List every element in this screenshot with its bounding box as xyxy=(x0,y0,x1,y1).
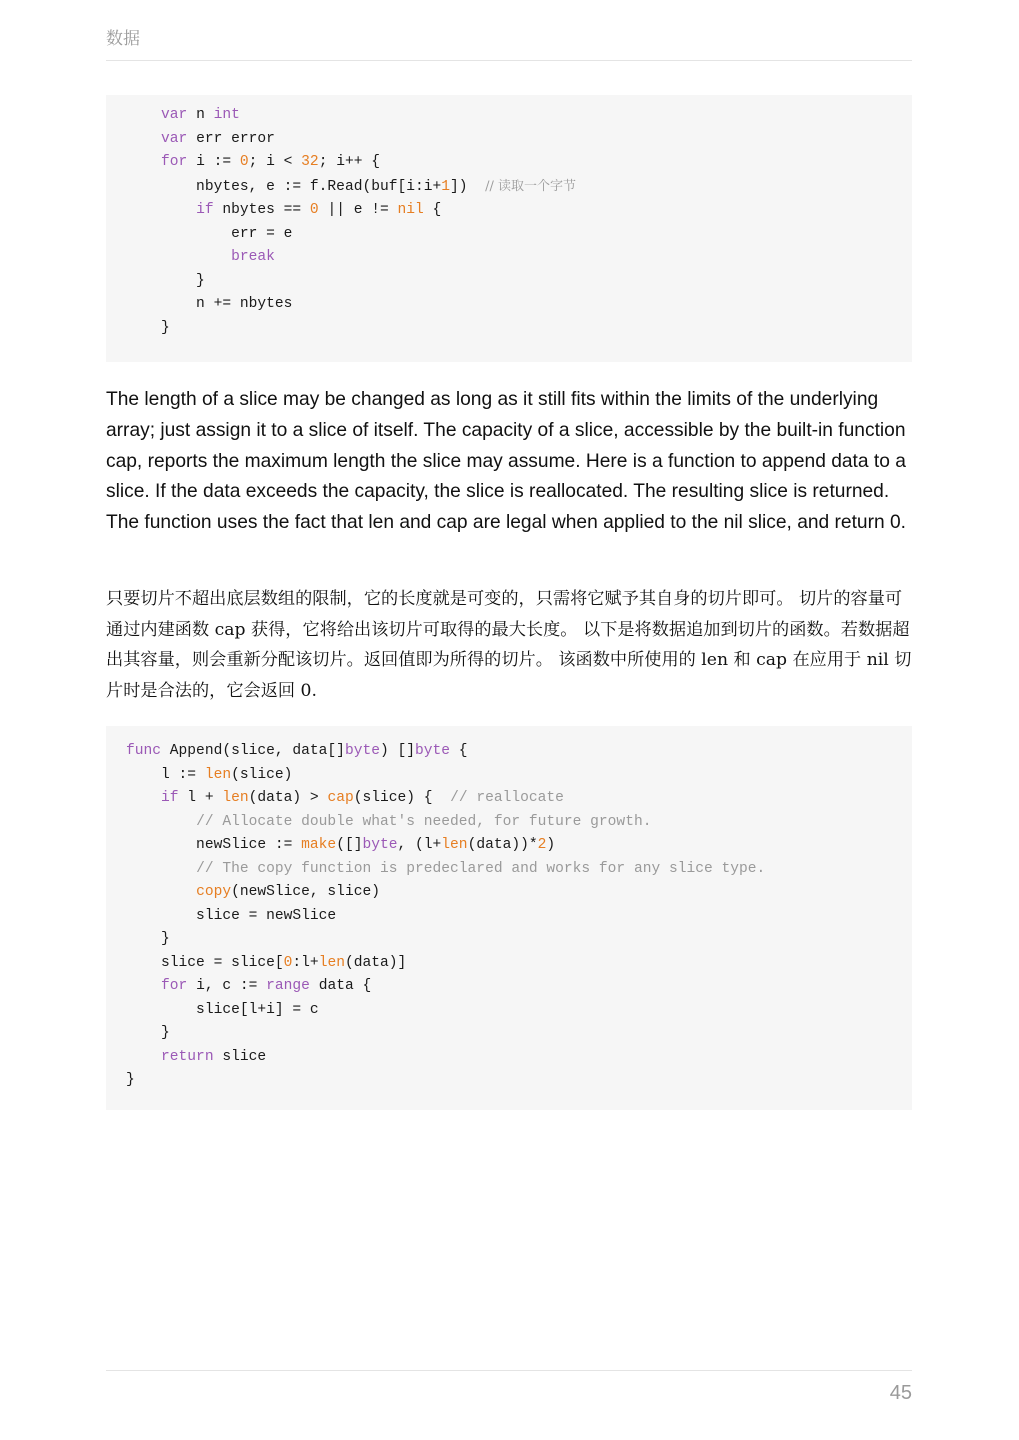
code-line: if l + len(data) > cap(slice) { // reallocate xyxy=(161,790,564,806)
paragraph-english: The length of a slice may be changed as long as it still fits within the limits of the underlying array; just assign it to a slice of itself. The capacity of a slice, accessible by the built-in function cap, reports the maximum length the slice may assume. Here is a function to append data to a slice. If the data exceeds the capacity, the slice is reallocated. The resulting slice is returned. The function uses the fact that len and cap are legal when applied to the nil slice, and return 0. xyxy=(106,389,906,534)
code-line: } xyxy=(126,319,170,336)
code-block-append-function xyxy=(106,726,912,1110)
code-listing xyxy=(126,104,892,340)
code-line: nbytes, e := f.Read(buf[i:i+1]) // 读取一个字节 xyxy=(126,178,576,195)
code-line: } xyxy=(126,272,205,289)
header-divider xyxy=(106,60,912,61)
code-line: err = e xyxy=(126,225,293,242)
page-number: 45 xyxy=(889,1382,912,1404)
code-listing xyxy=(126,740,892,1093)
code-line: slice = newSlice xyxy=(126,907,337,924)
code-line: slice[l+i] = c xyxy=(126,1001,319,1018)
code-line: } xyxy=(126,1072,135,1088)
code-line: // Allocate double what's needed, for future growth. xyxy=(196,813,652,830)
code-line: var err error xyxy=(161,130,275,147)
footer-divider xyxy=(106,1370,912,1371)
code-line: if nbytes == 0 || e != nil { xyxy=(196,202,442,218)
code-line: for i := 0; i < 32; i++ { xyxy=(161,154,380,170)
code-line: slice = slice[0:l+len(data)] xyxy=(126,954,407,971)
code-line: newSlice := make([]byte, (l+len(data))*2) xyxy=(126,837,556,853)
code-line: break xyxy=(231,249,275,265)
code-line: n += nbytes xyxy=(126,296,293,312)
code-line: copy(newSlice, slice) xyxy=(196,884,380,900)
code-line: return slice xyxy=(161,1048,267,1065)
code-line: var n int xyxy=(161,107,240,123)
code-line: l := len(slice) xyxy=(126,766,293,783)
code-line: func Append(slice, data[]byte) []byte { xyxy=(126,743,468,759)
header-title: 数据 xyxy=(106,29,140,49)
paragraph-chinese: 只要切片不超出底层数组的限制，它的长度就是可变的，只需将它赋予其自身的切片即可。 切片的容量可通过内建函数 cap 获得，它将给出该切片可取得的最大长度。 以下是将数据追加到切片的函数。若数据超出其容量，则会重新分配该切片。返回值即为所得的切片。 该函数中所使用的 len 和 cap 在应用于 nil 切片时是合法的，它会返回 0. xyxy=(106,589,912,701)
code-line: } xyxy=(126,1025,170,1041)
code-line: // The copy function is predeclared and works for any slice type. xyxy=(196,860,766,877)
code-line: for i, c := range data { xyxy=(161,978,372,994)
code-line: } xyxy=(126,931,170,947)
code-block-read-loop xyxy=(106,95,912,362)
